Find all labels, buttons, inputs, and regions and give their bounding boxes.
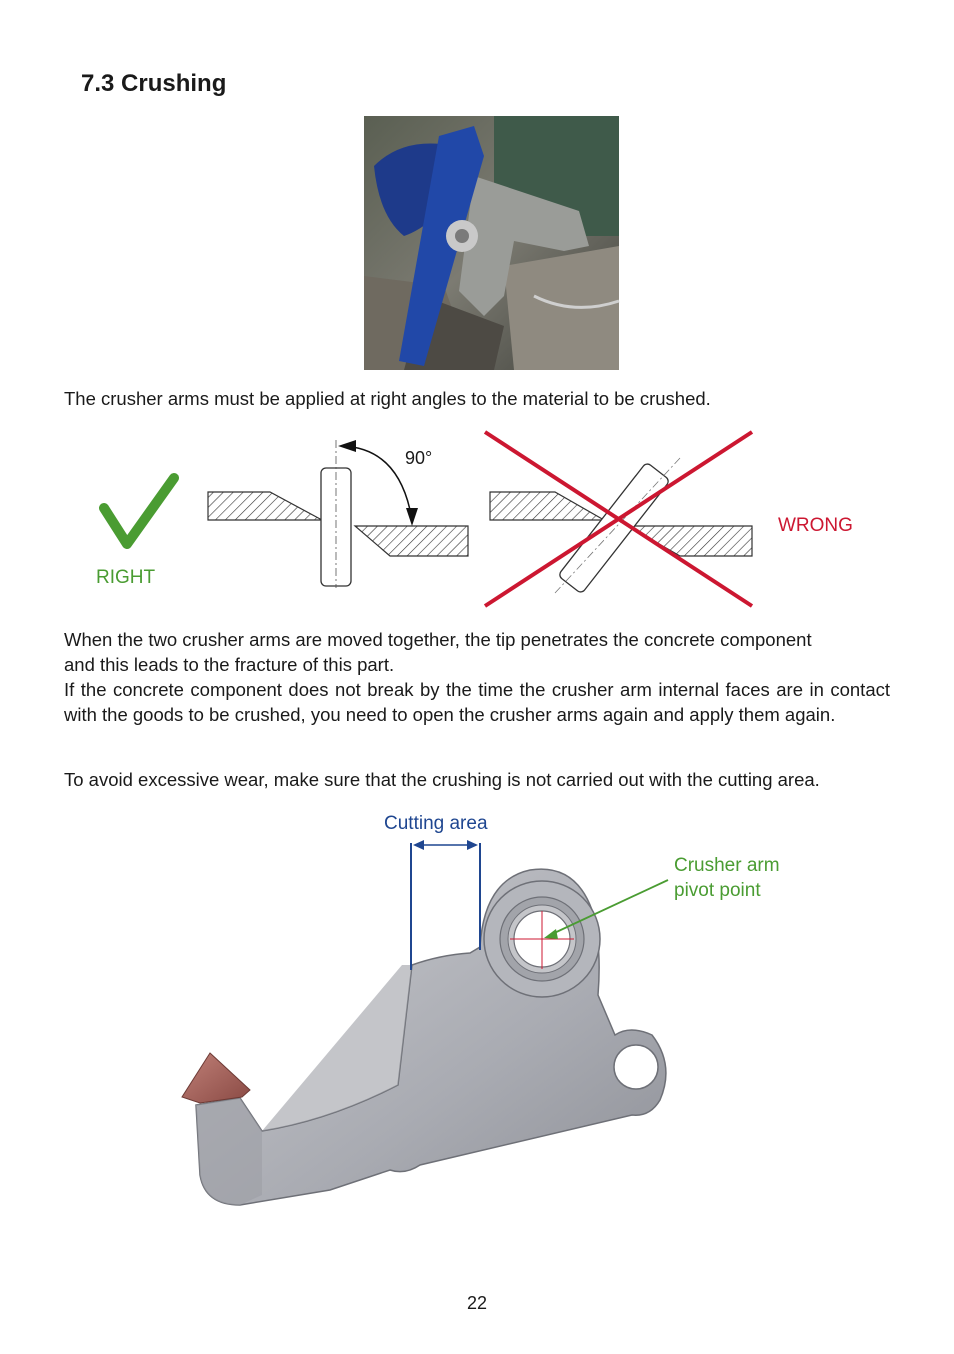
section-heading: 7.3 Crushing <box>81 70 227 97</box>
wrong-label: WRONG <box>778 515 853 536</box>
pivot-point-label <box>674 853 780 903</box>
crusher-arm-diagram <box>0 835 954 1235</box>
check-icon <box>104 478 174 544</box>
angle-label: 90° <box>405 448 433 468</box>
paragraph-penetration <box>64 627 890 677</box>
cutting-area-label: Cutting area <box>384 813 488 834</box>
paragraph-wear: To avoid excessive wear, make sure that the crushing is not carried out with the cutting area. <box>64 769 820 790</box>
pivot-label-line: pivot point <box>674 880 761 901</box>
intro-text: The crusher arms must be applied at right angles to the material to be crushed. <box>64 388 711 409</box>
paragraph-reopen: If the concrete component does not break by the time the crusher arm internal faces are in contact with the goods to be crushed, you need to open the crusher arms again and apply them again. <box>64 679 890 725</box>
paragraph-line: and this leads to the fracture of this part. <box>64 654 395 675</box>
paragraph-line: When the two crusher arms are moved together, the tip penetrates the concrete component <box>64 629 812 650</box>
page-number: 22 <box>466 1293 488 1313</box>
right-label: RIGHT <box>96 567 156 588</box>
crusher-photo <box>364 116 619 370</box>
pivot-label-line: Crusher arm <box>674 855 780 876</box>
